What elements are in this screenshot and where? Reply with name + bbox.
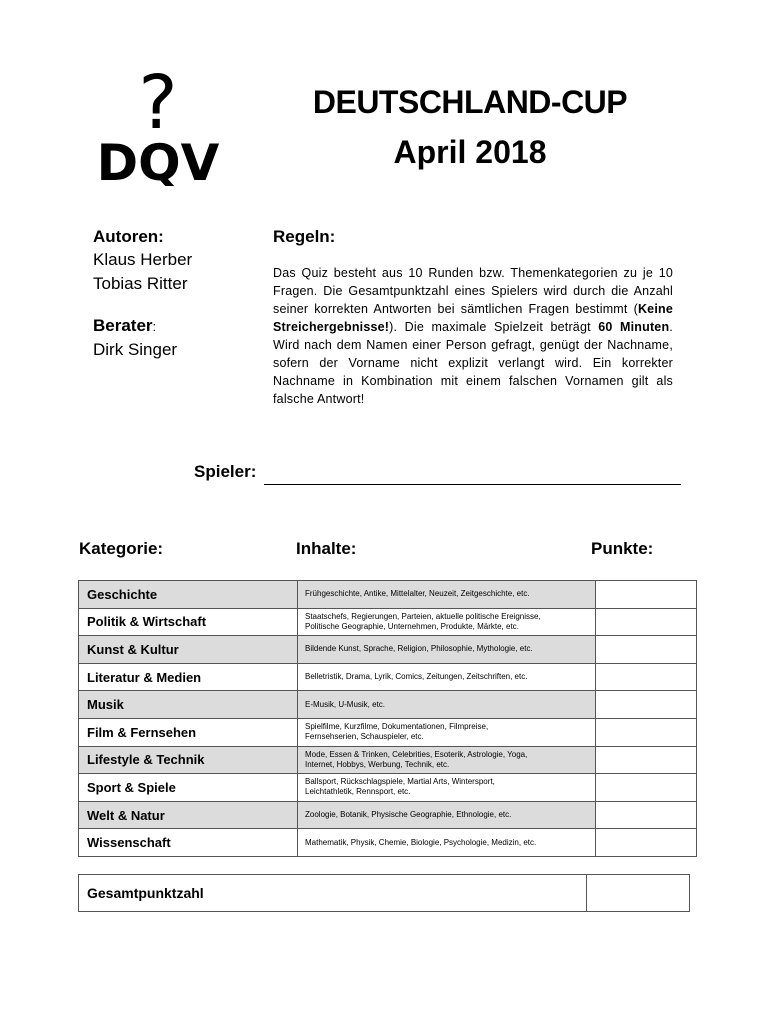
table-row <box>79 581 697 609</box>
column-header-category: Kategorie: <box>79 539 164 558</box>
category-contents <box>298 718 596 746</box>
category-contents <box>298 608 596 636</box>
total-table <box>78 874 690 912</box>
contents-line: Staatschefs, Regierungen, Parteien, aktuelle politische Ereignisse, <box>305 611 541 621</box>
page-subtitle: April 2018 <box>393 134 547 170</box>
points-cell[interactable] <box>596 581 697 609</box>
points-cell[interactable] <box>596 608 697 636</box>
advisor-label <box>93 316 156 336</box>
dqv-logo <box>88 66 228 186</box>
category-name: Politik & Wirtschaft <box>79 608 298 636</box>
advisor-label-colon: : <box>152 319 157 334</box>
contents-line: Leichtathletik, Rennsport, etc. <box>305 787 411 797</box>
table-row <box>79 636 697 664</box>
column-header-points: Punkte: <box>591 539 654 558</box>
author-name: Tobias Ritter <box>93 274 188 293</box>
total-points-cell[interactable] <box>587 875 690 912</box>
total-row <box>79 875 690 912</box>
column-header-contents: Inhalte: <box>296 539 357 558</box>
category-contents <box>298 663 596 691</box>
category-table-body <box>79 581 697 857</box>
category-contents <box>298 801 596 829</box>
contents-line: Zoologie, Botanik, Physische Geographie, Ethnologie, etc. <box>305 810 512 820</box>
category-name: Musik <box>79 691 298 719</box>
contents-line: Bildende Kunst, Sprache, Religion, Philosophie, Mythologie, etc. <box>305 644 533 654</box>
contents-line: Politische Geographie, Unternehmen, Produkte, Märkte, etc. <box>305 621 519 631</box>
category-contents <box>298 774 596 802</box>
category-name: Welt & Natur <box>79 801 298 829</box>
player-name-field[interactable] <box>264 484 681 485</box>
table-row <box>79 608 697 636</box>
points-cell[interactable] <box>596 718 697 746</box>
table-row <box>79 801 697 829</box>
rules-label: Regeln: <box>273 227 336 246</box>
contents-line: Mode, Essen & Trinken, Celebrities, Esoterik, Astrologie, Yoga, <box>305 749 528 759</box>
contents-line: Fernsehserien, Schauspieler, etc. <box>305 732 424 742</box>
points-cell[interactable] <box>596 636 697 664</box>
contents-line: Internet, Hobbys, Werbung, Technik, etc. <box>305 759 450 769</box>
question-mark-icon: ? <box>138 66 178 146</box>
category-name: Literatur & Medien <box>79 663 298 691</box>
category-name: Lifestyle & Technik <box>79 746 298 774</box>
category-name: Film & Fernsehen <box>79 718 298 746</box>
rules-bold-part: Keine Streichergebnisse! <box>273 302 673 334</box>
advisor-name: Dirk Singer <box>93 340 178 359</box>
category-contents <box>298 636 596 664</box>
table-row <box>79 663 697 691</box>
contents-line: E-Musik, U-Musik, etc. <box>305 699 386 709</box>
points-cell[interactable] <box>596 774 697 802</box>
table-row <box>79 774 697 802</box>
points-cell[interactable] <box>596 829 697 857</box>
table-row <box>79 718 697 746</box>
category-contents <box>298 829 596 857</box>
table-row <box>79 829 697 857</box>
dqv-logo-graphic <box>88 66 228 186</box>
category-contents <box>298 691 596 719</box>
page-title: DEUTSCHLAND-CUP <box>312 84 628 120</box>
category-name: Kunst & Kultur <box>79 636 298 664</box>
rules-bold-part: 60 Minuten <box>598 320 670 334</box>
category-table <box>78 580 697 857</box>
rules-text <box>273 264 673 408</box>
author-name: Klaus Herber <box>93 250 193 269</box>
category-contents <box>298 746 596 774</box>
contents-line: Mathematik, Physik, Chemie, Biologie, Psychologie, Medizin, etc. <box>305 837 537 847</box>
advisor-label-text: Berater <box>93 316 153 335</box>
contents-line: Spielfilme, Kurzfilme, Dokumentationen, Filmpreise, <box>305 722 489 732</box>
rules-text-part: . Wird nach dem Namen einer Person gefragt, genügt der Nachname, sofern der Vorname nicht explizit verlangt wird. Ein korrekter Nachname in Kombination mit einem falschen Vornamen gilt als falsche Antwort! <box>273 320 673 406</box>
contents-line: Frühgeschichte, Antike, Mittelalter, Neuzeit, Zeitgeschichte, etc. <box>305 589 530 599</box>
category-name: Geschichte <box>79 581 298 609</box>
contents-line: Belletristik, Drama, Lyrik, Comics, Zeitungen, Zeitschriften, etc. <box>305 672 528 682</box>
rules-text-part: ). Die maximale Spielzeit beträgt <box>389 320 599 334</box>
points-cell[interactable] <box>596 691 697 719</box>
rules-text-part: Das Quiz besteht aus 10 Runden bzw. Themenkategorien zu je 10 Fragen. Die Gesamtpunktzahl eines Spielers wird durch die Anzahl seiner korrekten Antworten bei sämtlichen Fragen bestimmt ( <box>273 266 673 316</box>
points-cell[interactable] <box>596 663 697 691</box>
total-label: Gesamtpunktzahl <box>79 875 587 912</box>
authors-label: Autoren: <box>93 227 164 246</box>
category-contents <box>298 581 596 609</box>
contents-line: Ballsport, Rückschlagspiele, Martial Arts, Wintersport, <box>305 777 495 787</box>
category-name: Sport & Spiele <box>79 774 298 802</box>
points-cell[interactable] <box>596 801 697 829</box>
logo-text: DQV <box>96 134 220 186</box>
table-row <box>79 691 697 719</box>
category-name: Wissenschaft <box>79 829 298 857</box>
table-row <box>79 746 697 774</box>
points-cell[interactable] <box>596 746 697 774</box>
player-label: Spieler: <box>194 462 257 481</box>
